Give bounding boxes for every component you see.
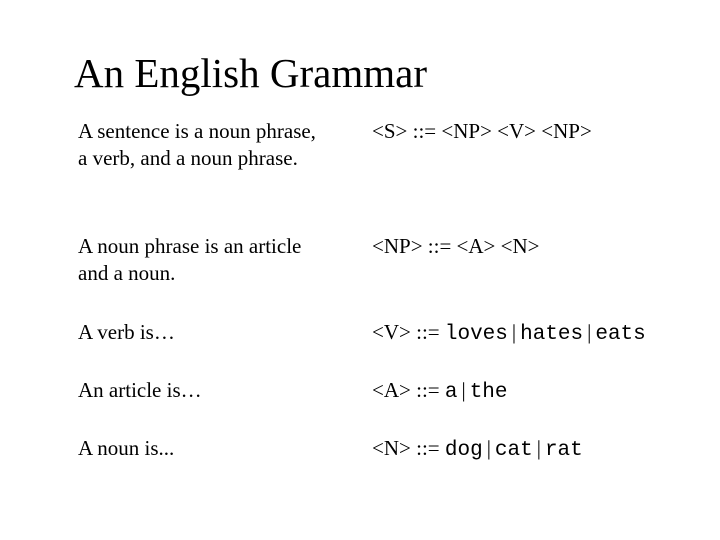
rule-lhs: <S>: [372, 119, 408, 143]
alternative-separator: |: [461, 378, 466, 402]
rule-operator: ::=: [412, 119, 437, 143]
rule-alternative: eats: [595, 323, 646, 346]
rule-alternative: hates: [520, 323, 584, 346]
rule-bnf: [372, 319, 646, 348]
slide-title: An English Grammar: [74, 50, 427, 96]
rule-rhs: <A> <N>: [456, 234, 540, 258]
rule-alternative: loves: [444, 323, 508, 346]
rule-alternative: a: [444, 381, 458, 404]
rule-operator: ::=: [427, 234, 452, 258]
rule-description: A noun is...: [78, 436, 175, 460]
rule-lhs: <NP>: [372, 234, 423, 258]
alternative-separator: |: [511, 320, 517, 344]
rule-lhs: <A>: [372, 378, 411, 402]
rule-lhs: <V>: [372, 320, 411, 344]
alternative-separator: |: [536, 436, 541, 460]
rule-rhs: <NP> <V> <NP>: [441, 119, 592, 143]
rule-operator: ::=: [416, 378, 440, 402]
rule-alternative: rat: [544, 439, 583, 462]
alternative-separator: |: [587, 320, 592, 344]
rule-lhs: <N>: [372, 436, 411, 460]
rule-description: A sentence is a noun phrase, a verb, and a noun phrase.: [78, 119, 316, 170]
rule-description: An article is…: [78, 378, 202, 402]
rule-bnf: [372, 233, 540, 260]
rule-operator: ::=: [416, 436, 440, 460]
rule-description: A noun phrase is an article and a noun.: [78, 234, 302, 285]
rule-bnf: [372, 377, 508, 406]
rule-bnf: [372, 435, 583, 464]
rule-description: A verb is…: [78, 320, 175, 344]
rule-operator: ::=: [416, 320, 440, 344]
alternative-separator: |: [486, 436, 491, 460]
rule-bnf: [372, 118, 592, 145]
rule-alternative: dog: [444, 439, 483, 462]
rule-alternative: the: [469, 381, 508, 404]
rule-alternative: cat: [494, 439, 533, 462]
